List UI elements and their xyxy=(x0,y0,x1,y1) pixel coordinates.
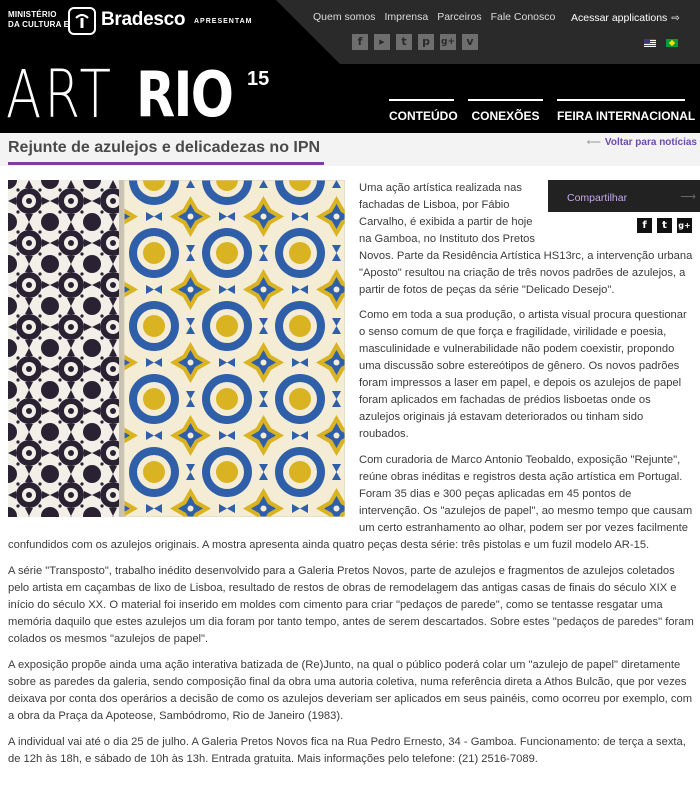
facebook-icon[interactable]: f xyxy=(352,34,368,50)
nav-parceiros[interactable]: Parceiros xyxy=(437,11,482,23)
sponsor-name: Bradesco xyxy=(101,9,186,30)
article-paragraph: A série "Transposto", trabalho inédito desenvolvido para a Galeria Pretos Novos, parte de azulejos e fragmentos de azulejos coletados pelo artista em caçambas de lixo de Lisboa, resultado de restos de obras de remodelagem das antigas casas de finais do século XIX e início do século XX. O material foi inserido em moldes com cimento para criar "pedaços de parede", como se tentasse resgatar uma memória daquilo que estes azulejos um dia foram por tanto tempo, antes de serem descartados. Sobre estes "pedaços de paredes" foram colados os mesmos "azulejos de papel". xyxy=(8,565,694,645)
article-body xyxy=(8,180,694,777)
article-title-bar xyxy=(0,133,700,166)
twitter-icon[interactable]: t xyxy=(657,218,672,233)
share-button[interactable] xyxy=(548,180,700,212)
title-underline xyxy=(8,162,324,165)
google-plus-icon[interactable]: g+ xyxy=(677,218,692,233)
facebook-icon[interactable]: f xyxy=(637,218,652,233)
br-flag-icon[interactable] xyxy=(666,39,678,47)
nav-imprensa[interactable]: Imprensa xyxy=(384,11,429,23)
pinterest-icon[interactable]: p xyxy=(418,34,434,50)
back-to-news-link[interactable] xyxy=(587,137,697,148)
logo-art: ART xyxy=(6,56,115,133)
vimeo-icon[interactable]: v xyxy=(462,34,478,50)
article-paragraph: A exposição propõe ainda uma ação interativa batizada de (Re)Junto, na qual o público poderá colar um "azulejo de papel" diretamente sobre as paredes da galeria, sendo composição final da obra uma autoria coletiva, numa referência direta a Athos Bulcão, que por vezes deixava por conta dos operários a decisão de como os azulejos deveriam ser aplicados em seus painéis, como ocorreu por exemplo, com a obra da Praça da Apoteose, Sambódromo, Rio de Janeiro (1983). xyxy=(8,659,693,722)
twitter-icon[interactable]: t xyxy=(396,34,412,50)
google-plus-icon[interactable]: g+ xyxy=(440,34,456,50)
logo-edition: 15 xyxy=(247,68,270,90)
nav-conexoes[interactable]: CONEXÕES xyxy=(468,99,543,133)
header-top-panel xyxy=(276,0,700,64)
arrow-left-icon: ⟵ xyxy=(586,137,601,148)
ministry-line-2: DA CULTURA E xyxy=(8,20,70,29)
youtube-icon[interactable]: ▶ xyxy=(374,34,390,50)
back-label: Voltar para notícias xyxy=(604,137,697,148)
article-paragraph: A individual vai até o dia 25 de julho. A Galeria Pretos Novos fica na Rua Pedro Ernesto, 34 - Gamboa. Funcionamento: de terça a sexta, de 12h às 18h, e sábado de 10h às 13h. Entrada gratuita. Mais informações pelo telefone: (21) 2516-7089. xyxy=(8,736,686,765)
page-title: Rejunte de azulejos e delicadezas no IPN xyxy=(8,139,321,156)
tile-artwork-image xyxy=(8,180,345,517)
access-applications-link[interactable] xyxy=(571,12,680,24)
share-box xyxy=(548,180,700,239)
article-paragraph: Com curadoria de Marco Antonio Teobaldo, exposição "Rejunte", reúne obras inéditas e registros desta ação artística em Portugal. Foram 35 dias e 300 peças aplicadas em 45 pontos de intervenção. Os "azulejos de papel", ao mesmo tempo que causam um certo estranhamento ao olhar, podem ser por vezes facilmente confundidos com os azulejos originais. A mostra apresenta ainda quatro peças desta série: três pistolas e um fuzil modelo AR-15. xyxy=(8,454,693,551)
nav-quem-somos[interactable]: Quem somos xyxy=(313,11,376,23)
language-flags xyxy=(644,39,688,47)
arrow-right-icon: ⟶ xyxy=(680,191,696,203)
us-flag-icon[interactable] xyxy=(644,39,656,47)
share-label: Compartilhar xyxy=(567,192,628,204)
bradesco-logo-icon xyxy=(68,7,96,35)
nav-conteudo[interactable]: CONTEÚDO xyxy=(389,99,454,133)
presents-label: APRESENTAM xyxy=(194,18,253,25)
article-paragraph: Como em toda a sua produção, o artista visual procura questionar o senso comum de que força e fragilidade, virilidade e poesia, masculinidade e vulnerabilidade não podem coexistir, propondo uma discussão sobre estereótipos de gênero. Os novos padrões foram impressos a laser em papel, e depois os azulejos de papel foram aplicados em fachadas de prédios lisboetas onde os azulejos originais já estavam deteriorados ou tinham sido roubados. xyxy=(359,309,687,440)
nav-fale-conosco[interactable]: Fale Conosco xyxy=(490,11,556,23)
nav-feira-internacional[interactable]: FEIRA INTERNACIONAL xyxy=(557,99,685,133)
logo-rio: RIO xyxy=(136,58,233,131)
main-nav xyxy=(389,99,700,133)
access-label: Acessar applications xyxy=(571,12,668,24)
article-paragraph: Uma ação artística realizada nas fachadas de Lisboa, por Fábio Carvalho, é exibida a partir de hoje na Gamboa, no Instituto dos Pretos Novos. Parte da Residência Artística HS13rc, a intervenção urbana "Aposto" resultou na criação de três novos padrões de azulejos, a partir de fotos de peças da série "Delicado Desejo". xyxy=(359,182,693,296)
top-nav xyxy=(313,11,564,23)
share-icons xyxy=(637,218,697,233)
ministry-line-1: MINISTÉRIO xyxy=(8,10,57,19)
site-header xyxy=(0,0,700,133)
exit-icon: ⇨ xyxy=(671,13,680,24)
ministry-logo xyxy=(8,10,69,30)
social-links xyxy=(352,34,484,50)
